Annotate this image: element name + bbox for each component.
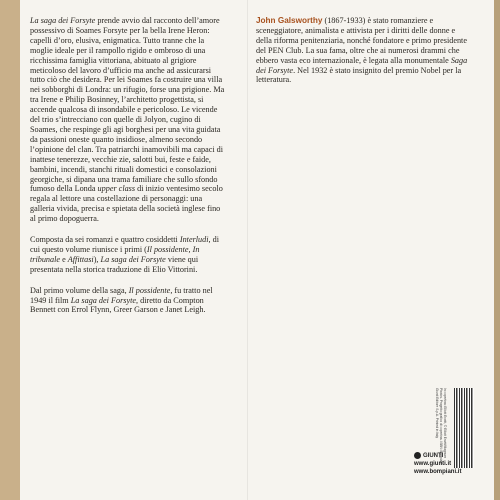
emph-run: Interludi bbox=[179, 235, 209, 245]
author-bio-column bbox=[256, 16, 472, 96]
publisher-name-row bbox=[414, 452, 461, 460]
publisher-url-1[interactable]: www.giunti.it bbox=[414, 461, 452, 468]
text-run: viene qui presentata nella storica traduzione di Elio Vittorini. bbox=[30, 254, 199, 274]
title-ref: La saga dei Forsyte bbox=[30, 16, 96, 25]
emph-run: Il possidente, In tribunale bbox=[30, 244, 200, 264]
text-run: , di cui questo volume riunisce i primi ( bbox=[30, 235, 219, 254]
column-divider bbox=[247, 0, 248, 500]
emph-run: Affittasi bbox=[67, 254, 94, 264]
cover-credit-text: In copertina: Elliott Erwitt, © Elliott Erwitt/Magnum Photos. Progetto grafico di copertina. ISBN: Bompiani, Giunti Editore S.p.A. Printed in Italy bbox=[435, 388, 447, 465]
text-run: e bbox=[60, 254, 68, 264]
emph-run: Saga dei Forsyte bbox=[256, 55, 468, 75]
text-run: (1867-1933) è stato romanziere e sceneggiatore, animalista e attivista per i diritti delle donne e della riforma penitenziaria, nonché fondatore e primo presidente del PEN Club. La sua fama, oltre che ai numerosi drammi che ebbero vasta eco internazionale, è legata alla monumentale bbox=[256, 16, 467, 65]
text-run: , diretto da Compton Bennett con Errol Flynn, Greer Garson e Janet Leigh. bbox=[30, 295, 206, 315]
publisher-name: GIUNTI bbox=[423, 453, 444, 460]
text-run: di inizio ventesimo secolo regala al lettore una costellazione di personaggi: una galleria vivida, precisa e spietata della società inglese fino al primo dopoguerra. bbox=[30, 184, 223, 224]
synopsis-paragraph-3 bbox=[30, 286, 228, 316]
synopsis-column bbox=[30, 16, 228, 326]
text-run: ), bbox=[93, 254, 101, 264]
author-name: John Galsworthy bbox=[256, 16, 323, 25]
emph-run: Il possidente bbox=[128, 285, 171, 295]
right-edge-strip bbox=[494, 0, 500, 500]
publisher-logo-icon bbox=[414, 452, 421, 459]
spine-strip bbox=[0, 0, 20, 500]
synopsis-paragraph-2 bbox=[30, 235, 228, 275]
text-run: prende avvio dal racconto dell’amore possessivo di Soames Forsyte per la bella Irene Heron: capelli d’oro, elusiva, enigmatica. Tutto tranne che la moglie ideale per il rampollo rigido e ombroso di una ricchissima famiglia vittoriana, abituato al grigiore meticoloso del lavoro d’ufficio ma anche ad assicurarsi tutto ciò che desidera. Per lei Soames fa costruire una villa nei sobborghi di Londra: un rifugio, forse una prigione. Ma tra Irene e Philip Bosinney, l’architetto progettista, si accende qualcosa di insondabile e pericoloso. Le vicende del trio s’intrecciano con quelle di Jolyon, cugino di Soames, che respinge gli agi borghesi per una vita guidata da passioni oneste quanto insidiose, almeno secondo l’opinione del clan. Tra patriarchi inamovibili ma capaci di inattese tenerezze, vecchie zie, salotti bui, feste e faide, bambini, incendi, stanchi rituali domestici e consolazioni georgiche, si dipana una trama familiare che sullo sfondo fumoso della Londa bbox=[30, 16, 225, 194]
author-bio-paragraph bbox=[256, 16, 472, 85]
publisher-block bbox=[414, 452, 461, 476]
text-run: , fu tratto nel 1949 il film bbox=[30, 285, 213, 305]
emph-run: La saga dei Forsyte bbox=[70, 295, 136, 305]
synopsis-paragraph-1 bbox=[30, 16, 228, 224]
text-run: . Nel 1932 è stato insignito del premio Nobel per la letteratura. bbox=[256, 65, 462, 85]
text-run: Dal primo volume della saga, bbox=[30, 285, 129, 295]
emph-run: upper class bbox=[97, 184, 136, 194]
text-run: Composta da sei romanzi e quattro cosiddetti bbox=[30, 235, 180, 245]
emph-run: La saga dei Forsyte bbox=[100, 254, 166, 264]
publisher-url-2[interactable]: www.bompiani.it bbox=[414, 469, 462, 476]
